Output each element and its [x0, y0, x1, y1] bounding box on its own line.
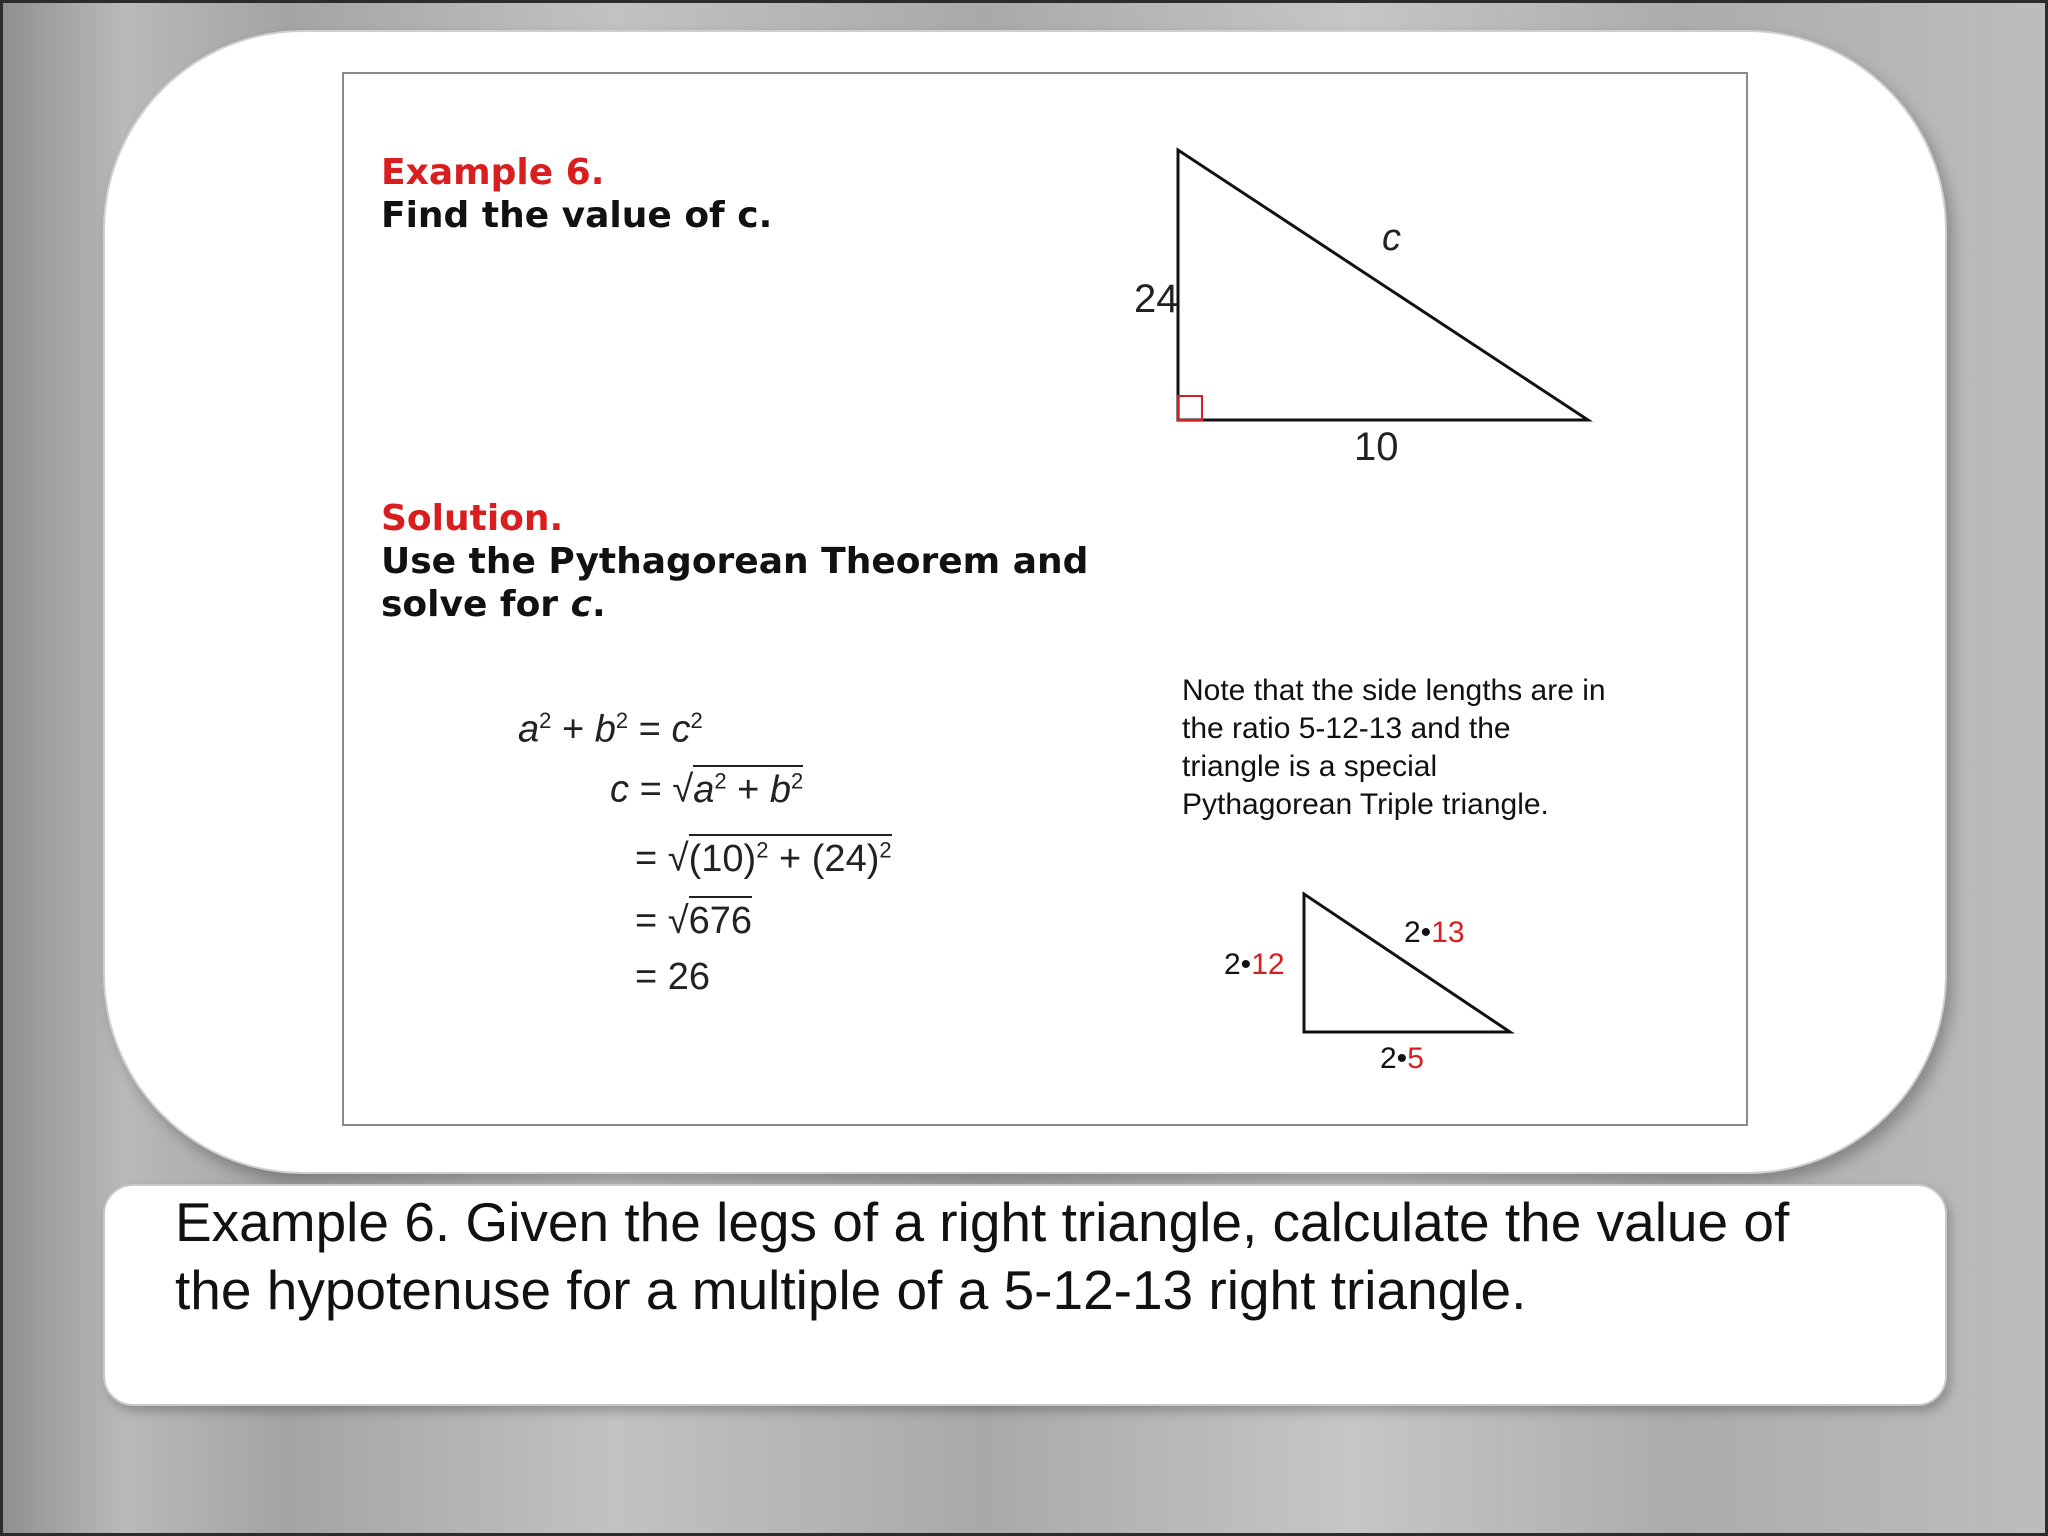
solution-line-1: Use the Pythagorean Theorem and: [381, 541, 1089, 582]
eq4-radicand: 676: [689, 896, 752, 942]
small-triangle: [1304, 894, 1510, 1032]
eq3-term-1: (10): [688, 837, 757, 880]
note-line-2: the ratio 5-12-13 and the: [1182, 712, 1511, 745]
eq3-plus: +: [779, 837, 802, 880]
lesson-slide: [342, 72, 1748, 1126]
label-leg-horizontal: 10: [1354, 425, 1399, 469]
eq2-lhs: c: [610, 768, 629, 811]
caption-box: [103, 1184, 1947, 1406]
eq4-equals: =: [635, 900, 658, 942]
eq1-exp-b: 2: [615, 708, 629, 733]
main-triangle: [1178, 150, 1588, 420]
small-horizontal-factor: 2•: [1380, 1042, 1408, 1075]
main-triangle-diagram: [344, 74, 1746, 1124]
eq1-plus: +: [561, 708, 585, 751]
caption-line-1: Example 6. Given the legs of a right triangle, calculate the value of: [175, 1191, 1790, 1253]
example-heading: Example 6.: [381, 152, 605, 193]
eq3-exp-2: 2: [879, 837, 892, 862]
solution-line-2-prefix: solve for: [381, 584, 571, 625]
eq2-a: a: [693, 768, 715, 811]
label-hypotenuse: c: [1382, 217, 1401, 259]
note-line-3: triangle is a special: [1182, 750, 1438, 783]
small-horizontal-value: 5: [1407, 1042, 1424, 1075]
pythagorean-triple-note: [1182, 672, 1606, 824]
eq1-b: b: [594, 708, 616, 751]
solution-line-2-var: c: [570, 584, 592, 625]
sqrt-sign: √: [667, 900, 689, 942]
small-vertical-value: 12: [1251, 948, 1285, 981]
eq1-a: a: [518, 708, 540, 751]
eq1-exp-c: 2: [690, 708, 703, 733]
sqrt-sign: √: [672, 768, 694, 811]
eq3-term-2: (24): [811, 837, 880, 880]
small-label-horizontal: [1380, 1042, 1424, 1075]
solution-heading: Solution.: [381, 498, 564, 539]
eq2-plus: +: [737, 768, 760, 811]
eq3-exp-1: 2: [756, 837, 769, 862]
small-label-hypotenuse: [1404, 916, 1465, 949]
eq1-equals: =: [638, 708, 661, 751]
small-hypotenuse-value: 13: [1431, 916, 1465, 949]
note-line-1: Note that the side lengths are in: [1182, 674, 1606, 707]
solution-line-2-suffix: .: [591, 584, 606, 625]
eq5-equals: =: [635, 956, 658, 998]
small-vertical-factor: 2•: [1224, 948, 1252, 981]
eq2-exp-a: 2: [714, 768, 727, 793]
small-hypotenuse-factor: 2•: [1404, 916, 1432, 949]
small-label-vertical: [1224, 948, 1285, 981]
sqrt-sign: √: [667, 837, 689, 880]
eq5-value: 26: [667, 956, 711, 998]
eq1-c: c: [671, 708, 691, 751]
example-prompt: Find the value of c.: [381, 195, 773, 236]
right-angle-marker: [1178, 396, 1202, 420]
label-leg-vertical: 24: [1134, 277, 1179, 321]
eq2-exp-b: 2: [791, 768, 804, 793]
eq2-b: b: [769, 768, 792, 811]
caption-line-2: the hypotenuse for a multiple of a 5-12-13 right triangle.: [175, 1259, 1527, 1321]
eq1-exp-a: 2: [539, 708, 552, 733]
eq3-equals: =: [635, 837, 658, 880]
caption-text: [175, 1188, 1915, 1324]
eq2-equals: =: [639, 768, 662, 811]
note-line-4: Pythagorean Triple triangle.: [1182, 788, 1549, 821]
